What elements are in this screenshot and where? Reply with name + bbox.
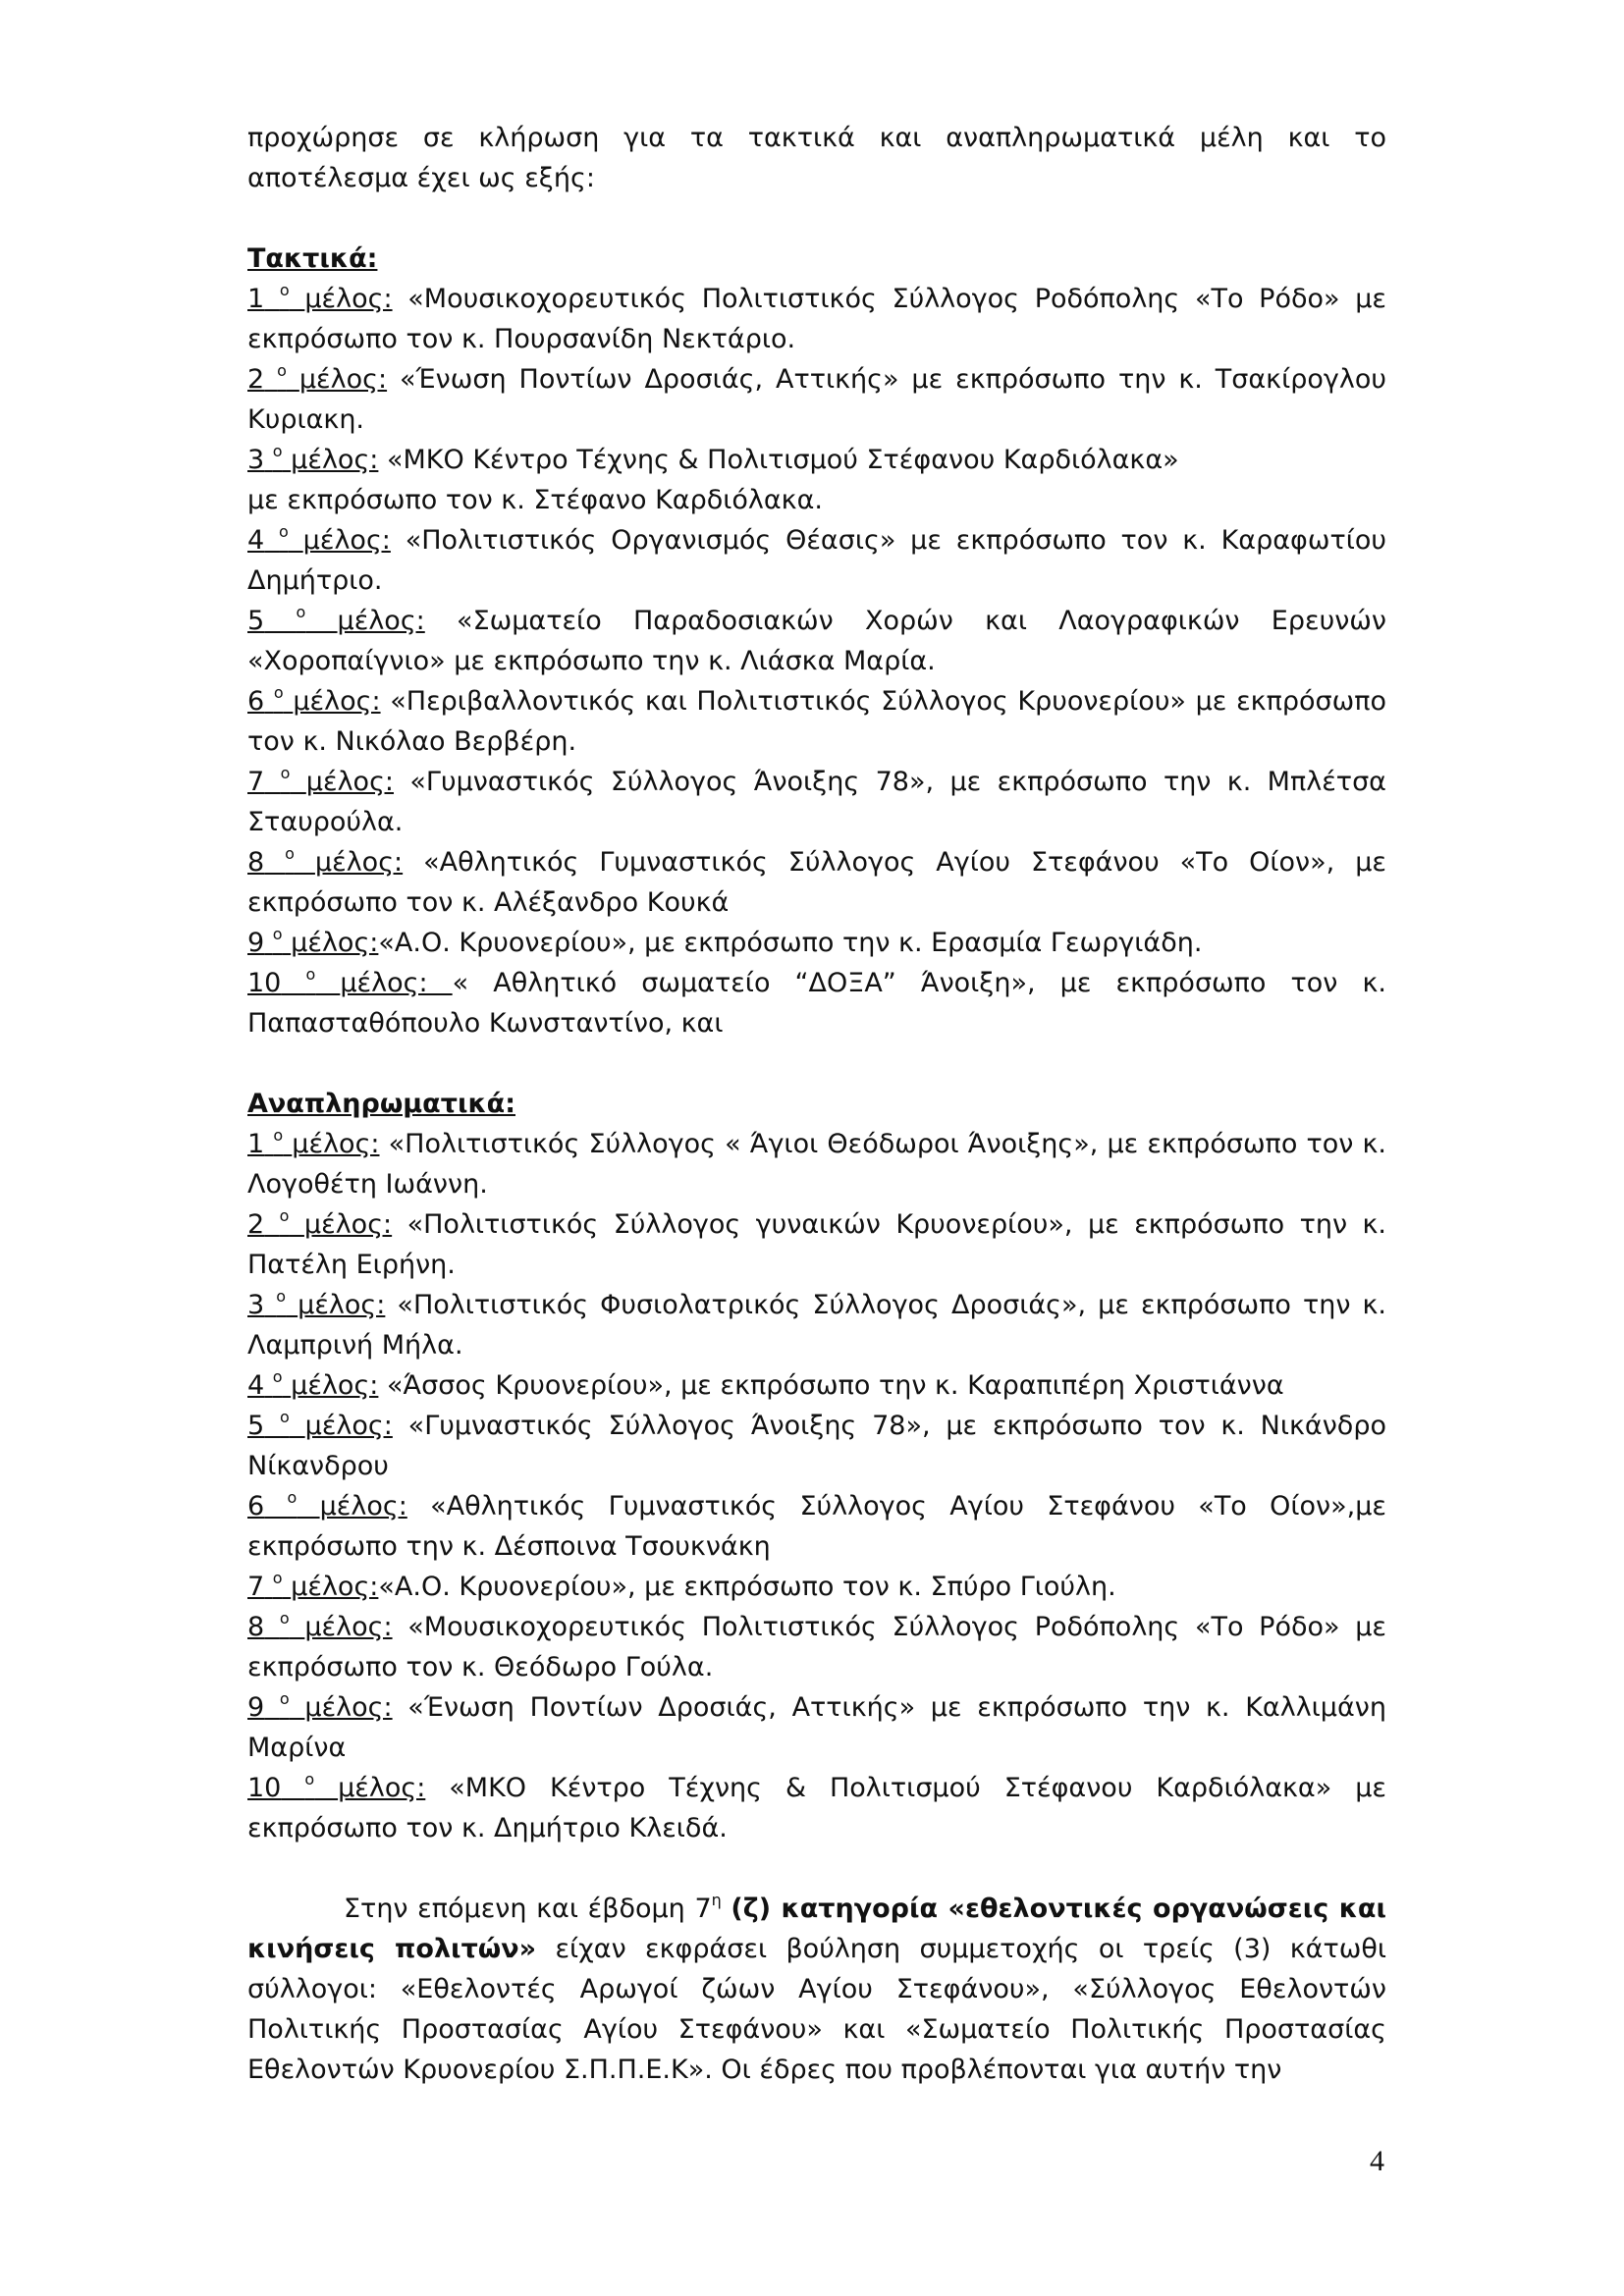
member-text: «Πολιτιστικός Οργανισμός Θέασις» με εκπρόσωπο τον κ. Καραφωτίου Δημήτριο. [247,525,1386,596]
member-word: μέλος: [303,1209,393,1240]
member-number: 5 [247,1411,265,1441]
member-word: μέλος: [304,284,393,314]
ordinal-superscript: ο [273,1126,284,1145]
member-entry [247,842,1386,923]
member-label [247,1609,393,1642]
member-entry [247,923,1386,963]
member-entry [247,963,1386,1043]
member-word: μέλος: [305,767,395,797]
ordinal-superscript: ο [285,844,295,863]
member-entry [247,681,1386,762]
member-entry [247,1204,1386,1285]
ordinal-superscript: ο [280,764,291,782]
member-text: « Αθλητικό σωματείο “ΔΟΞΑ” Άνοιξη», με εκπρόσωπο τον κ. Παπασταθόπουλο Κωνσταντίνο, και [247,968,1386,1039]
closing-bold-text: (ζ) κατηγορία «εθελοντικές οργανώσεις και κινήσεις πολιτών» [247,1894,1386,1964]
member-entry [247,1486,1386,1567]
ordinal-superscript: ο [272,1367,283,1386]
member-number: 6 [247,1491,265,1522]
member-text: «Μουσικοχορευτικός Πολιτιστικός Σύλλογος Ροδόπολης «Το Ρόδο» με εκπρόσωπο τον κ. Θεόδωρο Γούλα. [247,1612,1386,1682]
ordinal-superscript: ο [272,925,283,943]
member-entry-continuation: με εκπρόσωπο τον κ. Στέφανο Καρδιόλακα. [247,485,823,515]
member-text: «ΜΚΟ Κέντρο Τέχνης & Πολιτισμού Στέφανου Καρδιόλακα» [378,445,1179,475]
intro-paragraph: προχώρησε σε κλήρωση για τα τακτικά και αναπληρωματικά μέλη και το αποτέλεσμα έχει ως εξής: [247,123,1386,193]
member-word: μέλος: [302,525,391,556]
member-text: «Γυμναστικός Σύλλογος Άνοιξης 78», με εκπρόσωπο την κ. Μπλέτσα Σταυρούλα. [247,767,1386,837]
member-label [247,361,388,395]
member-text: «Α.Ο. Κρυονερίου», με εκπρόσωπο την κ. Ερασμία Γεωργιάδη. [378,928,1203,958]
regular-members-heading: Τακτικά: [247,243,378,274]
member-entry [247,1285,1386,1365]
document-body [247,118,1386,2090]
member-label [247,1287,386,1320]
ordinal-superscript: ο [276,1287,287,1306]
member-label [247,603,425,636]
member-label [247,1770,426,1803]
member-label [247,442,379,475]
substitute-members-list [247,1124,1386,1848]
member-entry [247,1607,1386,1687]
member-number: 4 [247,525,265,556]
member-text: «Ένωση Ποντίων Δροσιάς, Αττικής» με εκπρόσωπο την κ. Τσακίρογλου Κυριακη. [247,364,1386,435]
ordinal-superscript: ο [305,965,316,984]
ordinal-superscript: ο [279,522,289,541]
member-label [247,1488,407,1522]
member-label [247,1408,393,1441]
member-number: 7 [247,767,265,797]
member-text: «ΜΚΟ Κέντρο Τέχνης & Πολιτισμού Στέφανου Καρδιόλακα» με εκπρόσωπο τον κ. Δημήτριο Κλειδά. [247,1773,1386,1843]
ordinal-superscript: ο [279,281,290,299]
member-word: μέλος: [338,1773,426,1803]
member-number: 3 [247,1290,265,1320]
member-word: μέλος: [292,1129,380,1159]
regular-members-section [247,239,1386,1043]
member-number: 8 [247,847,265,878]
member-text: «Πολιτιστικός Σύλλογος γυναικών Κρυονερίου», με εκπρόσωπο την κ. Πατέλη Ειρήνη. [247,1209,1386,1280]
member-text: «Πολιτιστικός Σύλλογος « Άγιοι Θεόδωροι Άνοιξης», με εκπρόσωπο τον κ. Λογοθέτη Ιωάννη. [247,1129,1386,1200]
substitute-members-section [247,1084,1386,1848]
member-label [247,1367,379,1401]
member-number: 1 [247,1129,265,1159]
member-entry [247,1365,1386,1406]
ordinal-superscript: ο [273,683,284,702]
ordinal-superscript: ο [304,1770,315,1789]
member-number: 6 [247,686,265,717]
member-label [247,965,453,998]
member-word: μέλος: [304,1692,393,1723]
member-entry [247,1406,1386,1486]
member-label [247,844,404,878]
member-number: 10 [247,968,282,998]
member-word: μέλος: [291,445,379,475]
member-text: «Μουσικοχορευτικός Πολιτιστικός Σύλλογος Ροδόπολης «Το Ρόδο» με εκπρόσωπο τον κ. Πουρσανίδη Νεκτάριο. [247,284,1386,354]
member-entry [247,359,1386,440]
member-text: «Αθλητικός Γυμναστικός Σύλλογος Αγίου Στεφάνου «Το Οίον»,με εκπρόσωπο την κ. Δέσποινα Τσουκνάκη [247,1491,1386,1562]
closing-paragraph [247,1889,1386,2090]
member-word: μέλος: [291,1370,379,1401]
member-number: 2 [247,1209,265,1240]
member-entry [247,1567,1386,1607]
member-entry [247,1687,1386,1768]
page-number: 4 [1370,2145,1384,2177]
member-text: «Αθλητικός Γυμναστικός Σύλλογος Αγίου Στεφάνου «Το Οίον», με εκπρόσωπο τον κ. Αλέξανδρο Κουκά [247,847,1386,918]
spacer [247,1848,1386,1889]
member-text: «Ένωση Ποντίων Δροσιάς, Αττικής» με εκπρόσωπο την κ. Καλλιμάνη Μαρίνα [247,1692,1386,1763]
member-entry [247,440,1386,480]
member-label [247,1689,393,1723]
member-number: 1 [247,284,265,314]
closing-text-3: είχαν εκφράσει βούληση συμμετοχής οι τρείς (3) κάτωθι σύλλογοι: «Εθελοντές Αρωγοί ζώων Αγίου Στεφάνου», «Σύλλογος Εθελοντών Πολιτικής Προστασίας Αγίου Στεφάνου» και «Σωματείο Πολιτικής Προστασίας Εθελοντών Κρυονερίου Σ.Π.Π.Ε.Κ». Οι έδρες που προβλέπονται για αυτήν την [247,1934,1386,2085]
member-entry [247,601,1386,681]
member-number: 9 [247,1692,265,1723]
member-entry [247,1768,1386,1848]
ordinal-superscript: ο [287,1488,298,1507]
member-number: 10 [247,1773,282,1803]
ordinal-superscript: ο [280,1408,290,1426]
member-entry [247,520,1386,601]
member-entry [247,762,1386,842]
regular-members-list [247,279,1386,1043]
member-word: μέλος: [304,1411,393,1441]
member-text: «Γυμναστικός Σύλλογος Άνοιξης 78», με εκπρόσωπο τον κ. Νικάνδρο Νίκανδρου [247,1411,1386,1481]
member-label [247,281,393,314]
substitute-members-heading: Αναπληρωματικά: [247,1089,515,1119]
member-word: μέλος: [293,686,381,717]
member-word: μέλος: [319,1491,407,1522]
member-number: 8 [247,1612,265,1642]
member-word: μέλος: [304,1612,393,1642]
spacer [247,1043,1386,1084]
ordinal-superscript: η [711,1891,722,1909]
member-number: 4 [247,1370,265,1401]
member-number: 2 [247,364,265,395]
member-text: «Α.Ο. Κρυονερίου», με εκπρόσωπο τον κ. Σπύρο Γιούλη. [378,1572,1116,1602]
member-label [247,1126,380,1159]
member-text: «Πολιτιστικός Φυσιολατρικός Σύλλογος Δροσιάς», με εκπρόσωπο την κ. Λαμπρινή Μήλα. [247,1290,1386,1361]
member-label [247,522,391,556]
member-label [247,683,381,717]
member-number: 3 [247,445,265,475]
member-label [247,925,379,958]
closing-text-2 [722,1894,731,1924]
member-word: μέλος: [291,1572,379,1602]
ordinal-superscript: ο [272,442,283,460]
spacer [247,198,1386,239]
member-entry [247,279,1386,359]
member-text: «Άσσος Κρυονερίου», με εκπρόσωπο την κ. Καραπιπέρη Χριστιάννα [378,1370,1284,1401]
member-entry [247,1124,1386,1204]
member-word: μέλος: [291,928,379,958]
ordinal-superscript: ο [277,361,287,380]
ordinal-superscript: ο [279,1609,290,1628]
member-label [247,764,395,797]
member-number: 9 [247,928,265,958]
member-text: «Σωματείο Παραδοσιακών Χορών και Λαογραφικών Ερευνών «Χοροπαίγνιο» με εκπρόσωπο την κ. Λιάσκα Μαρία. [247,606,1386,676]
ordinal-superscript: ο [279,1206,290,1225]
member-word: μέλος: [340,968,453,998]
member-word: μέλος: [337,606,425,636]
member-word: μέλος: [314,847,404,878]
member-word: μέλος: [298,364,388,395]
member-text: «Περιβαλλοντικός και Πολιτιστικός Σύλλογος Κρυονερίου» με εκπρόσωπο τον κ. Νικόλαο Βερβέρη. [247,686,1386,757]
ordinal-superscript: ο [272,1569,283,1587]
closing-text-1: Στην επόμενη και έβδομη 7 [344,1894,712,1924]
ordinal-superscript: ο [279,1689,290,1708]
member-number: 5 [247,606,265,636]
ordinal-superscript: ο [296,603,306,621]
member-label [247,1569,379,1602]
member-word: μέλος: [298,1290,386,1320]
member-number: 7 [247,1572,265,1602]
member-label [247,1206,393,1240]
